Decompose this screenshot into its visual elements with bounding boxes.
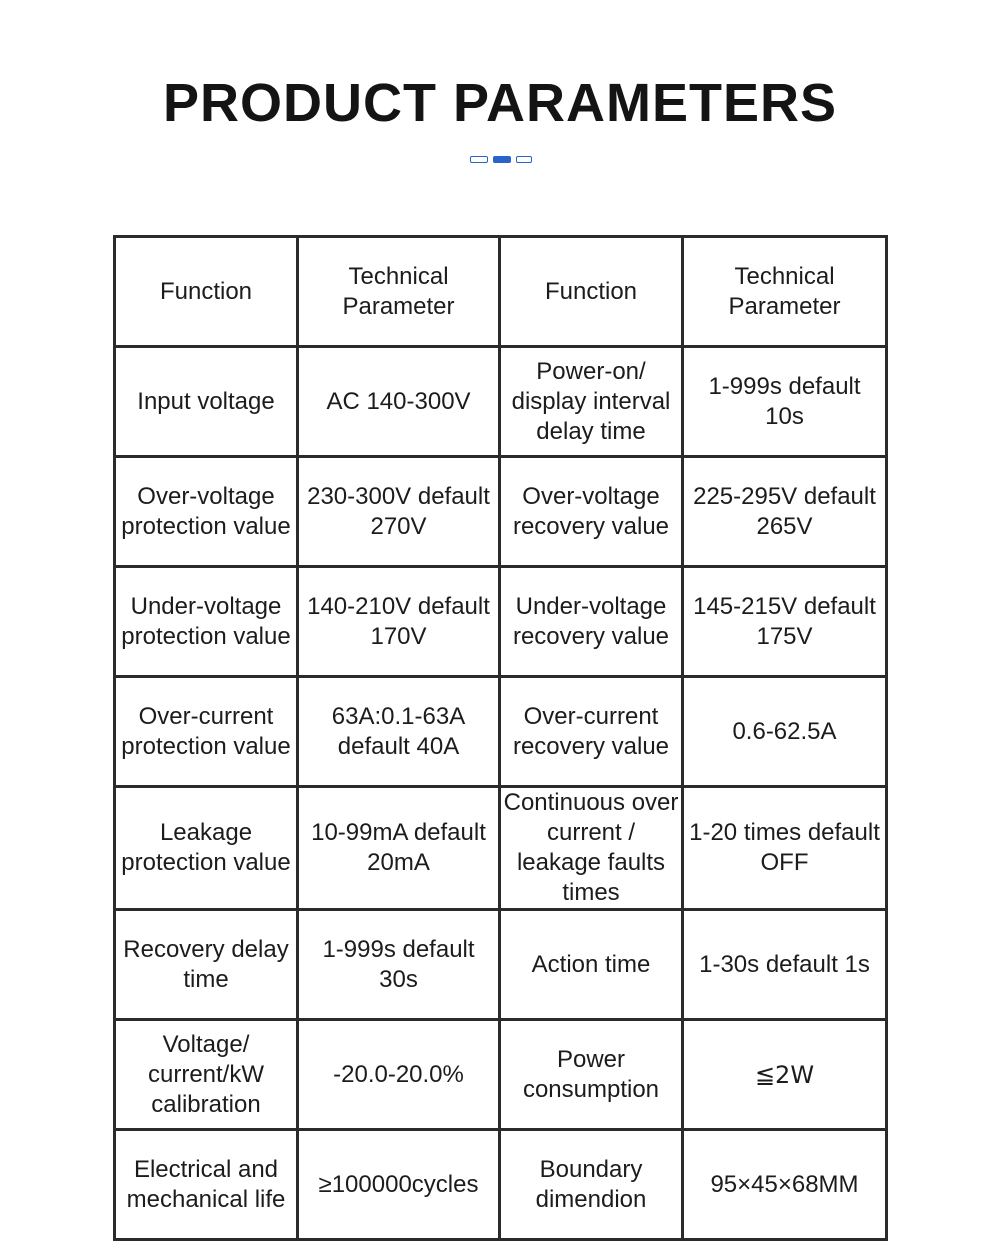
table-header-row <box>115 237 887 347</box>
parameter-cell: ≦2W <box>683 1020 887 1130</box>
table-row <box>115 347 887 457</box>
column-header-technical-parameter: Technical Parameter <box>298 237 500 347</box>
parameter-cell: 1-999s default 30s <box>298 910 500 1020</box>
column-header-function: Function <box>500 237 683 347</box>
column-header-function: Function <box>115 237 298 347</box>
table-row <box>115 567 887 677</box>
function-cell: Over-current protection value <box>115 677 298 787</box>
column-header-technical-parameter: Technical Parameter <box>683 237 887 347</box>
function-cell: Over-voltage recovery value <box>500 457 683 567</box>
function-cell: Leakage protection value <box>115 787 298 910</box>
parameter-cell: 145-215V default 175V <box>683 567 887 677</box>
parameter-cell: 230-300V default 270V <box>298 457 500 567</box>
parameter-cell: 0.6-62.5A <box>683 677 887 787</box>
parameters-table <box>113 235 888 1241</box>
parameter-cell: 95×45×68MM <box>683 1130 887 1240</box>
function-cell: Under-voltage protection value <box>115 567 298 677</box>
function-cell: Over-voltage protection value <box>115 457 298 567</box>
function-cell: Recovery delay time <box>115 910 298 1020</box>
parameter-cell: 1-30s default 1s <box>683 910 887 1020</box>
function-cell: Electrical and mechanical life <box>115 1130 298 1240</box>
slide-indicator <box>470 156 532 164</box>
parameter-cell: 225-295V default 265V <box>683 457 887 567</box>
parameter-cell: 140-210V default 170V <box>298 567 500 677</box>
table-row <box>115 910 887 1020</box>
table-row <box>115 677 887 787</box>
function-cell: Over-current recovery value <box>500 677 683 787</box>
function-cell: Boundary dimendion <box>500 1130 683 1240</box>
table-row <box>115 457 887 567</box>
parameter-cell: 63A:0.1-63A default 40A <box>298 677 500 787</box>
function-cell: Input voltage <box>115 347 298 457</box>
indicator-dot-active <box>493 156 511 163</box>
parameter-cell: 10-99mA default 20mA <box>298 787 500 910</box>
parameter-cell: AC 140-300V <box>298 347 500 457</box>
function-cell: Power-on/ display interval delay time <box>500 347 683 457</box>
function-cell: Voltage/ current/kW calibration <box>115 1020 298 1130</box>
indicator-dot <box>470 156 488 163</box>
table-row <box>115 787 887 910</box>
function-cell: Action time <box>500 910 683 1020</box>
parameter-cell: 1-20 times default OFF <box>683 787 887 910</box>
parameter-cell: ≥100000cycles <box>298 1130 500 1240</box>
function-cell: Under-voltage recovery value <box>500 567 683 677</box>
parameter-cell: 1-999s default 10s <box>683 347 887 457</box>
page-title: PRODUCT PARAMETERS <box>162 73 837 133</box>
indicator-dot <box>516 156 532 163</box>
parameter-cell: -20.0-20.0% <box>298 1020 500 1130</box>
table-row <box>115 1020 887 1130</box>
function-cell: Power consumption <box>500 1020 683 1130</box>
table-row <box>115 1130 887 1240</box>
function-cell: Continuous over current / leakage faults times <box>500 787 683 910</box>
